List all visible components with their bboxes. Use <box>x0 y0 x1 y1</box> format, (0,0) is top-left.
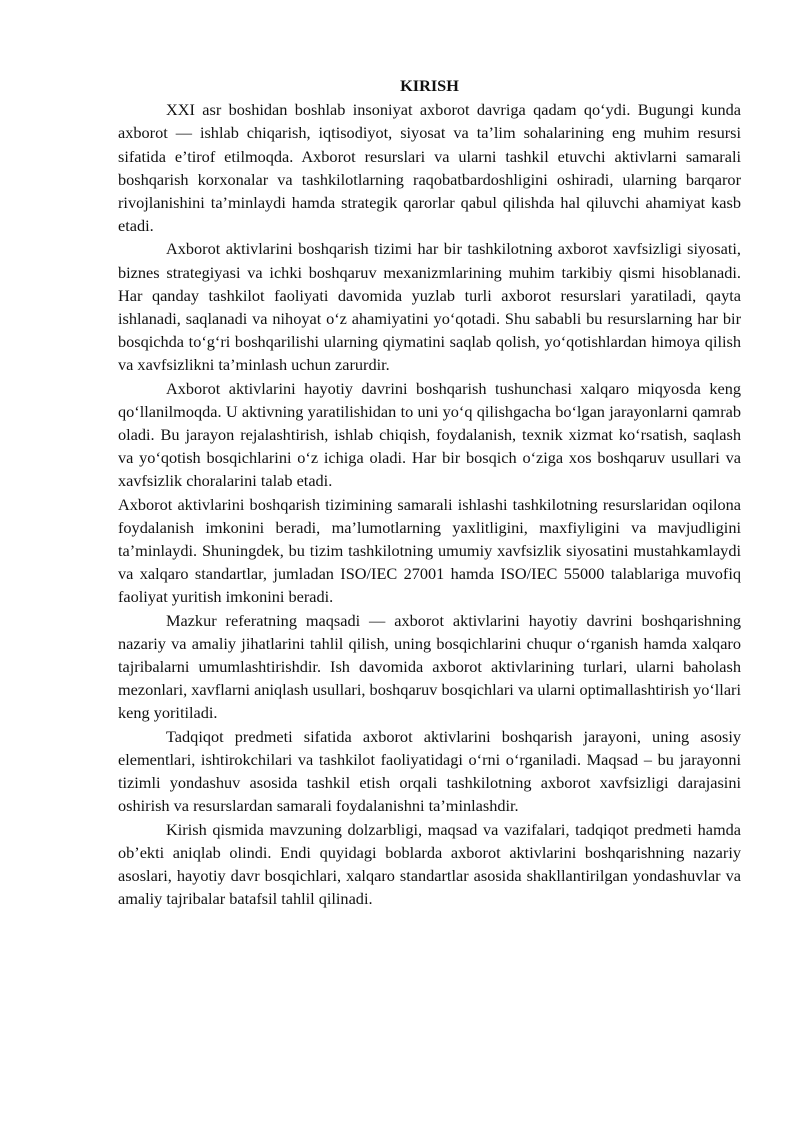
document-body <box>118 74 741 910</box>
paragraph-6: Tadqiqot predmeti sifatida axborot aktivlarini boshqarish jarayoni, uning asosiy elementlari, ishtirokchilari va tashkilot faoliyatidagi o‘rni o‘rganiladi. Maqsad – bu jarayonni tizimli yondashuv asosida tashkil etish orqali tashkilotning axborot xavfsizligi darajasini oshirish va resurslardan samarali foydalanishni ta’minlashdir. <box>118 726 741 816</box>
paragraph-5: Mazkur referatning maqsadi — axborot aktivlarini hayotiy davrini boshqarishning nazariy va amaliy jihatlarini tahlil qilish, uning bosqichlarini chuqur o‘rganish hamda xalqaro tajribalarni umumlashtirishdir. Ish davomida axborot aktivlarining turlari, ularni baholash mezonlari, xavflarni aniqlash usullari, boshqaruv bosqichlari va ularni optimallashtirish yo‘llari keng yoritiladi. <box>118 610 741 723</box>
paragraph-1: XXI asr boshidan boshlab insoniyat axborot davriga qadam qo‘ydi. Bugungi kunda axborot — ishlab chiqarish, iqtisodiyot, siyosat va ta’lim sohalarining eng muhim resursi sifatida e’tirof etilmoqda. Axborot resurslari va ularni tashkil etuvchi aktivlarni samarali boshqarish korxonalar va tashkilotlarning raqobatbardoshligini oshiradi, ularning barqaror rivojlanishini ta’minlaydi hamda strategik qarorlar qabul qilishda hal qiluvchi ahamiyat kasb etadi. <box>118 100 741 236</box>
page-title: KIRISH <box>400 76 459 95</box>
paragraph-4: Axborot aktivlarini boshqarish tizimining samarali ishlashi tashkilotning resurslaridan oqilona foydalanish imkonini beradi, ma’lumotlarning yaxlitligini, maxfiyligini va mavjudligini ta’minlaydi. Shuningdek, bu tizim tashkilotning umumiy xavfsizlik siyosatini mustahkamlaydi va xalqaro standartlar, jumladan ISO/IEC 27001 hamda ISO/IEC 55000 talablariga muvofiq faoliyat yuritish imkonini beradi. <box>118 494 741 607</box>
paragraph-7: Kirish qismida mavzuning dolzarbligi, maqsad va vazifalari, tadqiqot predmeti hamda ob’ekti aniqlab olindi. Endi quyidagi boblarda axborot aktivlarini boshqarishning nazariy asoslari, hayotiy davr bosqichlari, xalqaro standartlar asosida shakllantirilgan yondashuvlar va amaliy tajribalar batafsil tahlil qilinadi. <box>118 819 741 909</box>
paragraph-3: Axborot aktivlarini hayotiy davrini boshqarish tushunchasi xalqaro miqyosda keng qo‘llanilmoqda. U aktivning yaratilishidan to uni yo‘q qilishgacha bo‘lgan jarayonlarni qamrab oladi. Bu jarayon rejalashtirish, ishlab chiqish, foydalanish, texnik xizmat ko‘rsatish, saqlash va yo‘qotish bosqichlarini o‘z ichiga oladi. Har bir bosqich o‘ziga xos boshqaruv usullari va xavfsizlik choralarini talab etadi. <box>118 378 741 491</box>
paragraph-2: Axborot aktivlarini boshqarish tizimi har bir tashkilotning axborot xavfsizligi siyosati, biznes strategiyasi va ichki boshqaruv mexanizmlarining muhim tarkibiy qismi hisoblanadi. Har qanday tashkilot faoliyati davomida yuzlab turli axborot resurslari yaratiladi, qayta ishlanadi, saqlanadi va nihoyat o‘z ahamiyatini yo‘qotadi. Shu sababli bu resurslarning har bir bosqichda to‘g‘ri boshqarilishi ularning qiymatini saqlab qolish, yo‘qotishlardan himoya qilish va xavfsizlikni ta’minlash uchun zarurdir. <box>118 239 741 375</box>
